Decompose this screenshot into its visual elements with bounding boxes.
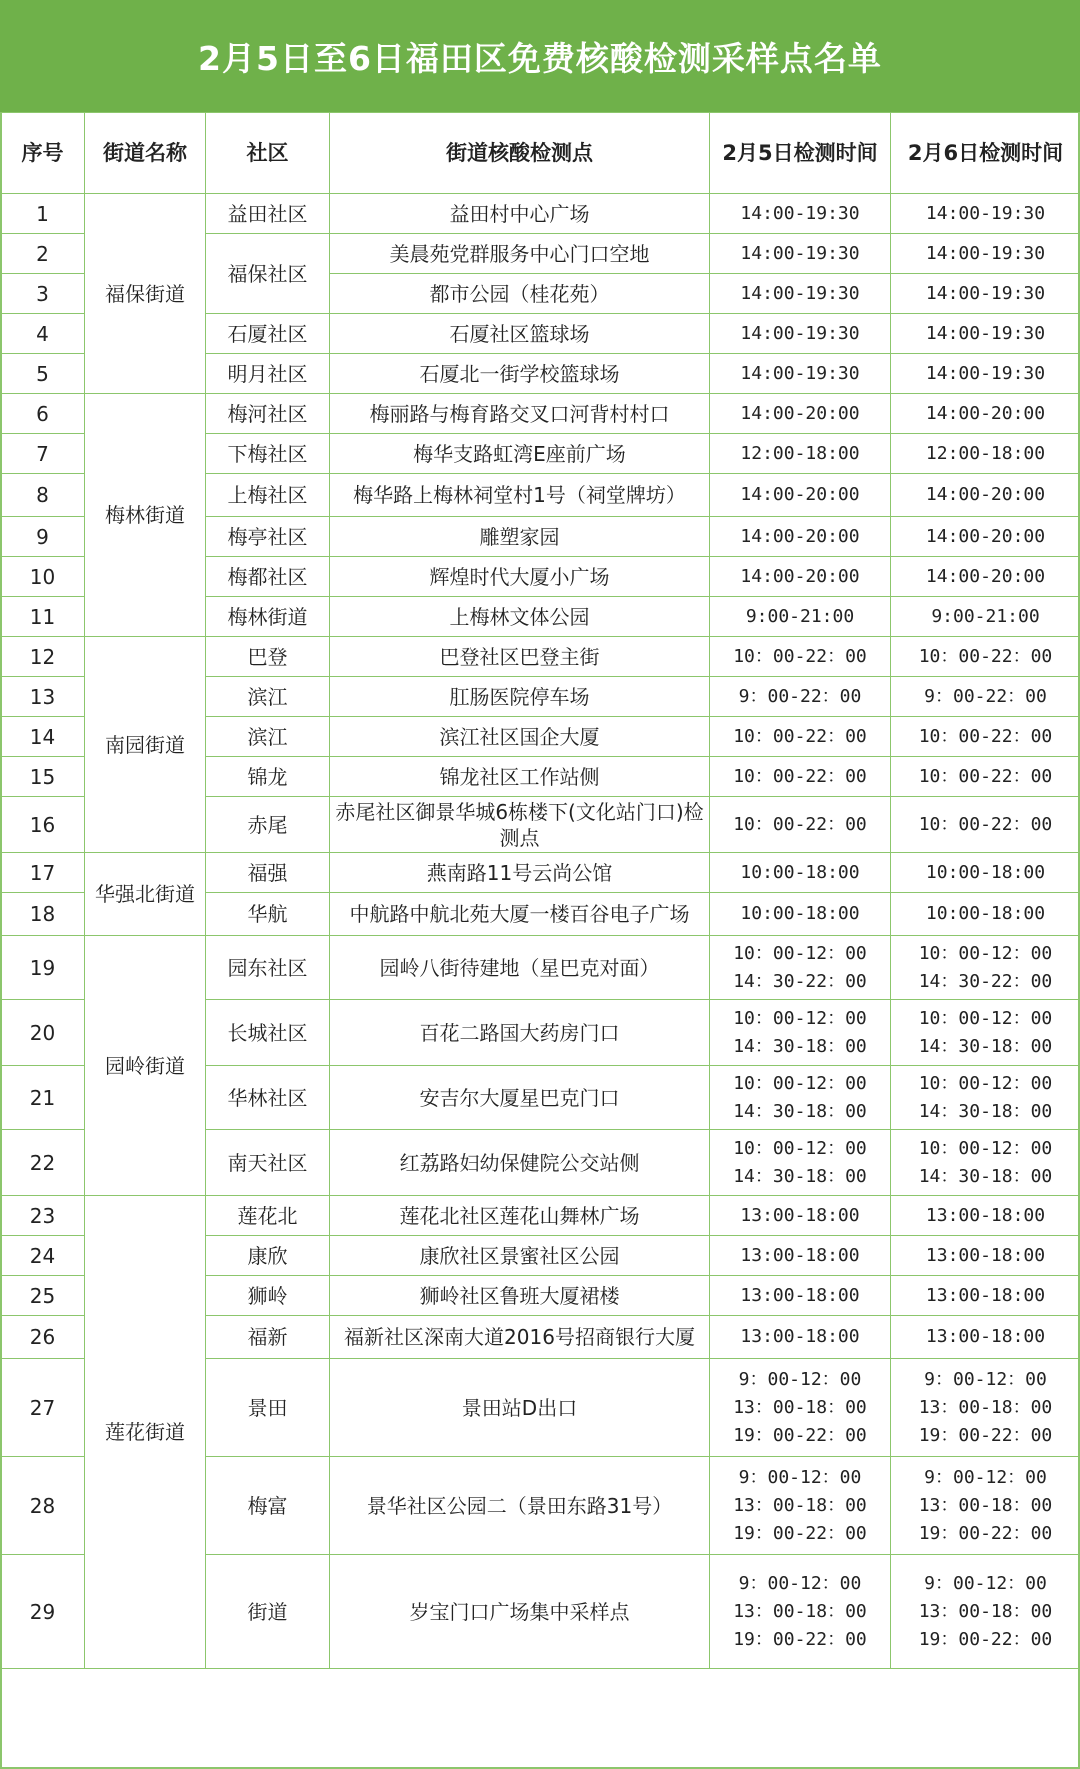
row-number: 12 <box>1 637 85 677</box>
row-number: 5 <box>1 354 85 394</box>
row-number: 15 <box>1 757 85 797</box>
time-feb5: 14:00-19:30 <box>710 354 891 394</box>
time-feb6: 14:00-20:00 <box>891 557 1080 597</box>
row-number: 28 <box>1 1457 85 1555</box>
community-name: 街道 <box>206 1555 330 1669</box>
time-feb6: 14:00-19:30 <box>891 354 1080 394</box>
row-number: 4 <box>1 314 85 354</box>
community-name: 梅河社区 <box>206 394 330 434</box>
community-name: 下梅社区 <box>206 434 330 474</box>
time-feb5: 14:00-20:00 <box>710 474 891 517</box>
row-number: 23 <box>1 1196 85 1236</box>
test-site: 梅华支路虹湾E座前广场 <box>330 434 710 474</box>
time-feb5: 10：00-12：00 14：30-18：00 <box>710 1066 891 1130</box>
community-name: 梅林街道 <box>206 597 330 637</box>
community-name: 福新 <box>206 1316 330 1359</box>
test-site: 园岭八街待建地（星巴克对面） <box>330 936 710 1000</box>
time-feb5: 9:00-21:00 <box>710 597 891 637</box>
time-feb5: 10：00-22：00 <box>710 637 891 677</box>
row-number: 18 <box>1 893 85 936</box>
time-feb6: 9:00-21:00 <box>891 597 1080 637</box>
test-site: 雕塑家园 <box>330 517 710 557</box>
row-number: 20 <box>1 1000 85 1066</box>
row-number: 19 <box>1 936 85 1000</box>
time-feb5: 14:00-19:30 <box>710 234 891 274</box>
community-name: 滨江 <box>206 677 330 717</box>
time-feb5: 10:00-18:00 <box>710 853 891 893</box>
test-site: 上梅林文体公园 <box>330 597 710 637</box>
time-feb5: 10：00-22：00 <box>710 757 891 797</box>
community-name: 明月社区 <box>206 354 330 394</box>
row-number: 1 <box>1 194 85 234</box>
test-site: 红荔路妇幼保健院公交站侧 <box>330 1130 710 1196</box>
test-site: 梅丽路与梅育路交叉口河背村村口 <box>330 394 710 434</box>
header-community: 社区 <box>206 113 330 194</box>
time-feb5: 10：00-12：00 14：30-18：00 <box>710 1000 891 1066</box>
community-name: 华林社区 <box>206 1066 330 1130</box>
time-feb6: 10：00-22：00 <box>891 797 1080 853</box>
header-street: 街道名称 <box>85 113 206 194</box>
row-number: 7 <box>1 434 85 474</box>
time-feb6: 10：00-22：00 <box>891 637 1080 677</box>
time-feb5: 13:00-18:00 <box>710 1276 891 1316</box>
community-name: 园东社区 <box>206 936 330 1000</box>
time-feb6: 14:00-19:30 <box>891 274 1080 314</box>
community-name: 莲花北 <box>206 1196 330 1236</box>
row-number: 11 <box>1 597 85 637</box>
time-feb5: 10：00-12：00 14：30-22：00 <box>710 936 891 1000</box>
row-number: 13 <box>1 677 85 717</box>
time-feb6: 10：00-12：00 14：30-18：00 <box>891 1066 1080 1130</box>
row-number: 2 <box>1 234 85 274</box>
community-name: 狮岭 <box>206 1276 330 1316</box>
time-feb5: 14:00-19:30 <box>710 194 891 234</box>
test-site-text: 中航路中航北苑大厦一楼百谷电子广场 <box>349 902 690 926</box>
community-name: 南天社区 <box>206 1130 330 1196</box>
test-site: 景田站D出口 <box>330 1359 710 1457</box>
time-feb5: 14:00-20:00 <box>710 517 891 557</box>
street-name: 莲花街道 <box>85 1196 206 1669</box>
time-feb5: 10：00-22：00 <box>710 797 891 853</box>
time-feb6: 13:00-18:00 <box>891 1236 1080 1276</box>
community-name: 石厦社区 <box>206 314 330 354</box>
community-name: 康欣 <box>206 1236 330 1276</box>
time-feb5: 9：00-12：00 13：00-18：00 19：00-22：00 <box>710 1555 891 1669</box>
time-feb5: 9：00-12：00 13：00-18：00 19：00-22：00 <box>710 1457 891 1555</box>
row-number: 9 <box>1 517 85 557</box>
test-site: 辉煌时代大厦小广场 <box>330 557 710 597</box>
street-name: 南园街道 <box>85 637 206 853</box>
time-feb6: 10：00-12：00 14：30-18：00 <box>891 1000 1080 1066</box>
community-name: 福保社区 <box>206 234 330 314</box>
time-feb6: 13:00-18:00 <box>891 1276 1080 1316</box>
row-number: 14 <box>1 717 85 757</box>
time-feb6: 9：00-12：00 13：00-18：00 19：00-22：00 <box>891 1555 1080 1669</box>
time-feb6: 12:00-18:00 <box>891 434 1080 474</box>
street-name: 梅林街道 <box>85 394 206 637</box>
row-number: 10 <box>1 557 85 597</box>
street-name: 福保街道 <box>85 194 206 394</box>
time-feb5: 9：00-12：00 13：00-18：00 19：00-22：00 <box>710 1359 891 1457</box>
row-number: 17 <box>1 853 85 893</box>
time-feb6: 9：00-12：00 13：00-18：00 19：00-22：00 <box>891 1457 1080 1555</box>
time-feb5: 14:00-19:30 <box>710 314 891 354</box>
time-feb6: 14:00-20:00 <box>891 517 1080 557</box>
time-feb6: 10:00-18:00 <box>891 853 1080 893</box>
test-site: 石厦社区篮球场 <box>330 314 710 354</box>
time-feb5: 13:00-18:00 <box>710 1196 891 1236</box>
test-site: 百花二路国大药房门口 <box>330 1000 710 1066</box>
test-site: 赤尾社区御景华城6栋楼下(文化站门口)检测点 <box>330 797 710 853</box>
test-site: 巴登社区巴登主街 <box>330 637 710 677</box>
row-number: 27 <box>1 1359 85 1457</box>
row-number: 24 <box>1 1236 85 1276</box>
time-feb6: 10：00-22：00 <box>891 717 1080 757</box>
test-site-text: 梅华路上梅林祠堂村1号（祠堂牌坊） <box>353 483 686 507</box>
community-name: 景田 <box>206 1359 330 1457</box>
street-name: 园岭街道 <box>85 936 206 1196</box>
test-site: 美晨苑党群服务中心门口空地 <box>330 234 710 274</box>
time-feb5: 14:00-20:00 <box>710 557 891 597</box>
time-feb5: 13:00-18:00 <box>710 1316 891 1359</box>
community-name: 巴登 <box>206 637 330 677</box>
time-feb6: 10:00-18:00 <box>891 893 1080 936</box>
community-name: 华航 <box>206 893 330 936</box>
test-site: 滨江社区国企大厦 <box>330 717 710 757</box>
community-name: 滨江 <box>206 717 330 757</box>
time-feb5: 9：00-22：00 <box>710 677 891 717</box>
header-no: 序号 <box>1 113 85 194</box>
header-time-feb5: 2月5日检测时间 <box>710 113 891 194</box>
time-feb6: 10：00-12：00 14：30-18：00 <box>891 1130 1080 1196</box>
time-feb5: 14:00-20:00 <box>710 394 891 434</box>
row-number: 21 <box>1 1066 85 1130</box>
community-name: 锦龙 <box>206 757 330 797</box>
street-name: 华强北街道 <box>85 853 206 936</box>
community-name: 长城社区 <box>206 1000 330 1066</box>
test-site: 康欣社区景蜜社区公园 <box>330 1236 710 1276</box>
row-number: 3 <box>1 274 85 314</box>
test-site: 岁宝门口广场集中采样点 <box>330 1555 710 1669</box>
row-number: 29 <box>1 1555 85 1669</box>
page-title: 2月5日至6日福田区免费核酸检测采样点名单 <box>0 0 1080 112</box>
test-site: 石厦北一街学校篮球场 <box>330 354 710 394</box>
time-feb5: 12:00-18:00 <box>710 434 891 474</box>
test-site: 燕南路11号云尚公馆 <box>330 853 710 893</box>
test-site: 锦龙社区工作站侧 <box>330 757 710 797</box>
time-feb6: 14:00-20:00 <box>891 394 1080 434</box>
test-site: 益田村中心广场 <box>330 194 710 234</box>
community-name: 赤尾 <box>206 797 330 853</box>
time-feb6: 9：00-22：00 <box>891 677 1080 717</box>
community-name: 福强 <box>206 853 330 893</box>
test-site: 莲花北社区莲花山舞林广场 <box>330 1196 710 1236</box>
time-feb5: 10：00-12：00 14：30-18：00 <box>710 1130 891 1196</box>
table-frame <box>0 112 1080 1769</box>
header-time-feb6: 2月6日检测时间 <box>891 113 1080 194</box>
test-site: 狮岭社区鲁班大厦裙楼 <box>330 1276 710 1316</box>
test-site-text: 福新社区深南大道2016号招商银行大厦 <box>344 1325 695 1349</box>
time-feb5: 10:00-18:00 <box>710 893 891 936</box>
row-number: 26 <box>1 1316 85 1359</box>
time-feb6: 10：00-22：00 <box>891 757 1080 797</box>
test-site: 肛肠医院停车场 <box>330 677 710 717</box>
test-site: 景华社区公园二（景田东路31号） <box>330 1457 710 1555</box>
time-feb5: 10：00-22：00 <box>710 717 891 757</box>
community-name: 益田社区 <box>206 194 330 234</box>
row-number: 16 <box>1 797 85 853</box>
row-number: 6 <box>1 394 85 434</box>
test-site: 都市公园（桂花苑） <box>330 274 710 314</box>
community-name: 梅富 <box>206 1457 330 1555</box>
header-site: 街道核酸检测点 <box>330 113 710 194</box>
row-number: 25 <box>1 1276 85 1316</box>
test-site: 安吉尔大厦星巴克门口 <box>330 1066 710 1130</box>
time-feb6: 14:00-19:30 <box>891 194 1080 234</box>
community-name: 上梅社区 <box>206 474 330 517</box>
time-feb6: 13:00-18:00 <box>891 1316 1080 1359</box>
time-feb6: 14:00-19:30 <box>891 234 1080 274</box>
time-feb6: 14:00-20:00 <box>891 474 1080 517</box>
time-feb5: 13:00-18:00 <box>710 1236 891 1276</box>
row-number: 8 <box>1 474 85 517</box>
time-feb5: 14:00-19:30 <box>710 274 891 314</box>
row-number: 22 <box>1 1130 85 1196</box>
time-feb6: 14:00-19:30 <box>891 314 1080 354</box>
community-name: 梅亭社区 <box>206 517 330 557</box>
time-feb6: 10：00-12：00 14：30-22：00 <box>891 936 1080 1000</box>
time-feb6: 9：00-12：00 13：00-18：00 19：00-22：00 <box>891 1359 1080 1457</box>
community-name: 梅都社区 <box>206 557 330 597</box>
time-feb6: 13:00-18:00 <box>891 1196 1080 1236</box>
